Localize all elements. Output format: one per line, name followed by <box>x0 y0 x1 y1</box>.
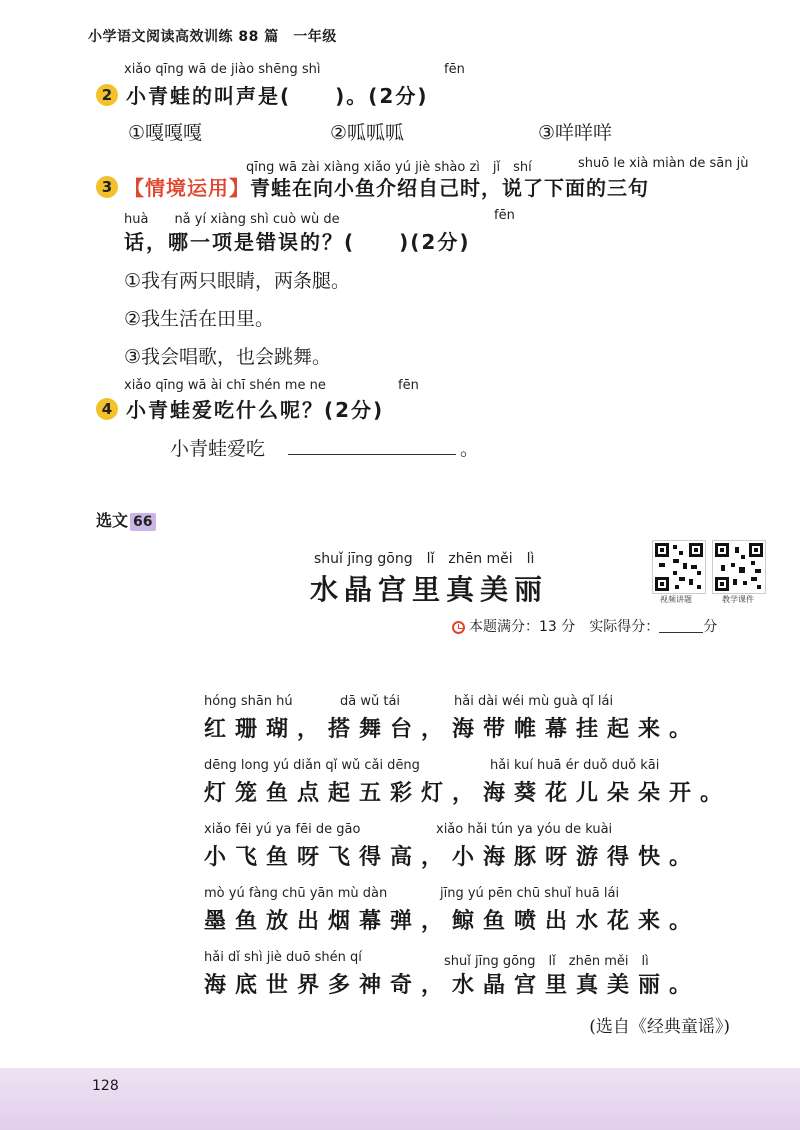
q4-pinyin-fen: fēn <box>398 378 419 393</box>
poem-line-1: 红珊瑚，搭舞台，海带帷幕挂起来。 <box>204 716 701 742</box>
score-line <box>452 616 717 636</box>
poem-4-pinyin-a: mò yú fàng chū yān mù dàn <box>204 886 388 901</box>
q4-answer-blank[interactable] <box>288 454 456 455</box>
q3-tag: 【情境运用】 <box>124 176 250 200</box>
qr-label-video: 视频讲题 <box>660 595 692 604</box>
q3-text-2: 话，哪一项是错误的？( )(2分) <box>124 230 471 254</box>
poem-line-4: 墨鱼放出烟幕弹，鲸鱼喷出水花来。 <box>204 908 701 934</box>
poem-source: (选自《经典童谣》) <box>589 1017 730 1037</box>
q3-line-1 <box>124 172 649 201</box>
poem-1-pinyin-b: dā wǔ tái <box>340 694 401 709</box>
q3-pinyin-2a: huà nǎ yí xiàng shì cuò wù de <box>124 212 340 227</box>
poem-line-3: 小飞鱼呀飞得高，小海豚呀游得快。 <box>204 844 701 870</box>
section-label <box>96 508 156 531</box>
question-number-3: 3 <box>96 176 118 198</box>
q4-pinyin: xiǎo qīng wā ài chī shén me ne <box>124 378 326 393</box>
question-number-4: 4 <box>96 398 118 420</box>
q2-text: 小青蛙的叫声是( )。(2分) <box>126 84 429 108</box>
qr-code-courseware-icon[interactable] <box>712 540 766 594</box>
section-label-text: 选文 <box>96 511 129 530</box>
article-title-pinyin: shuǐ jīng gōng lǐ zhēn měi lì <box>314 551 535 567</box>
q2-option-2[interactable]: ②呱呱呱 <box>330 122 405 144</box>
q4-answer-prefix: 小青蛙爱吃 <box>170 438 266 460</box>
poem-1-pinyin-a: hóng shān hú <box>204 694 293 709</box>
q3-option-1[interactable]: ①我有两只眼睛，两条腿。 <box>124 270 351 292</box>
poem-5-pinyin-c: shuǐ jīng gōng lǐ zhēn měi lì <box>444 954 649 969</box>
q2-option-1[interactable]: ①嘎嘎嘎 <box>128 122 203 144</box>
q3-pinyin-1a: qīng wā zài xiàng xiǎo yú jiè shào zì jǐ shí <box>246 160 532 175</box>
score-label: 本题满分：13 分 实际得分： <box>469 619 660 635</box>
score-blank[interactable] <box>659 618 703 633</box>
q2-pinyin: xiǎo qīng wā de jiào shēng shì <box>124 62 321 77</box>
poem-4-pinyin-c: jīng yú pēn chū shuǐ huā lái <box>440 886 620 901</box>
qr-label-courseware: 教学课件 <box>722 595 754 604</box>
q3-option-2[interactable]: ②我生活在田里。 <box>124 308 275 330</box>
question-number-2: 2 <box>96 84 118 106</box>
article-title: 水晶宫里真美丽 <box>310 573 549 606</box>
q2-pinyin-fen: fēn <box>444 62 465 77</box>
clock-icon <box>452 621 465 634</box>
q3-text-1: 青蛙在向小鱼介绍自己时，说了下面的三句 <box>250 176 649 200</box>
poem-1-pinyin-c: hǎi dài wéi mù guà qǐ lái <box>454 694 614 709</box>
q3-pinyin-1b: shuō le xià miàn de sān jù <box>578 156 749 171</box>
q3-pinyin-2b: fēn <box>494 208 515 223</box>
poem-line-2: 灯笼鱼点起五彩灯，海葵花儿朵朵开。 <box>204 780 732 806</box>
poem-line-5: 海底世界多神奇，水晶宫里真美丽。 <box>204 972 701 998</box>
poem-2-pinyin-a: dēng long yú diǎn qǐ wǔ cǎi dēng <box>204 758 420 773</box>
q3-option-3[interactable]: ③我会唱歌，也会跳舞。 <box>124 346 332 368</box>
qr-code-video-icon[interactable] <box>652 540 706 594</box>
poem-2-pinyin-c: hǎi kuí huā ér duǒ duǒ kāi <box>490 758 660 773</box>
q2-option-3[interactable]: ③咩咩咩 <box>538 122 613 144</box>
q4-text: 小青蛙爱吃什么呢？(2分) <box>126 398 385 422</box>
section-number: 66 <box>130 513 155 531</box>
footer-band <box>0 1068 800 1130</box>
book-title: 小学语文阅读高效训练 88 篇 一年级 <box>88 29 337 45</box>
page-number: 128 <box>92 1078 119 1094</box>
poem-5-pinyin-a: hǎi dǐ shì jiè duō shén qí <box>204 950 362 965</box>
q4-answer-suffix: 。 <box>460 438 480 460</box>
poem-3-pinyin-a: xiǎo fēi yú ya fēi de gāo <box>204 822 361 837</box>
score-unit: 分 <box>703 619 718 635</box>
poem-3-pinyin-c: xiǎo hǎi tún ya yóu de kuài <box>436 822 613 837</box>
